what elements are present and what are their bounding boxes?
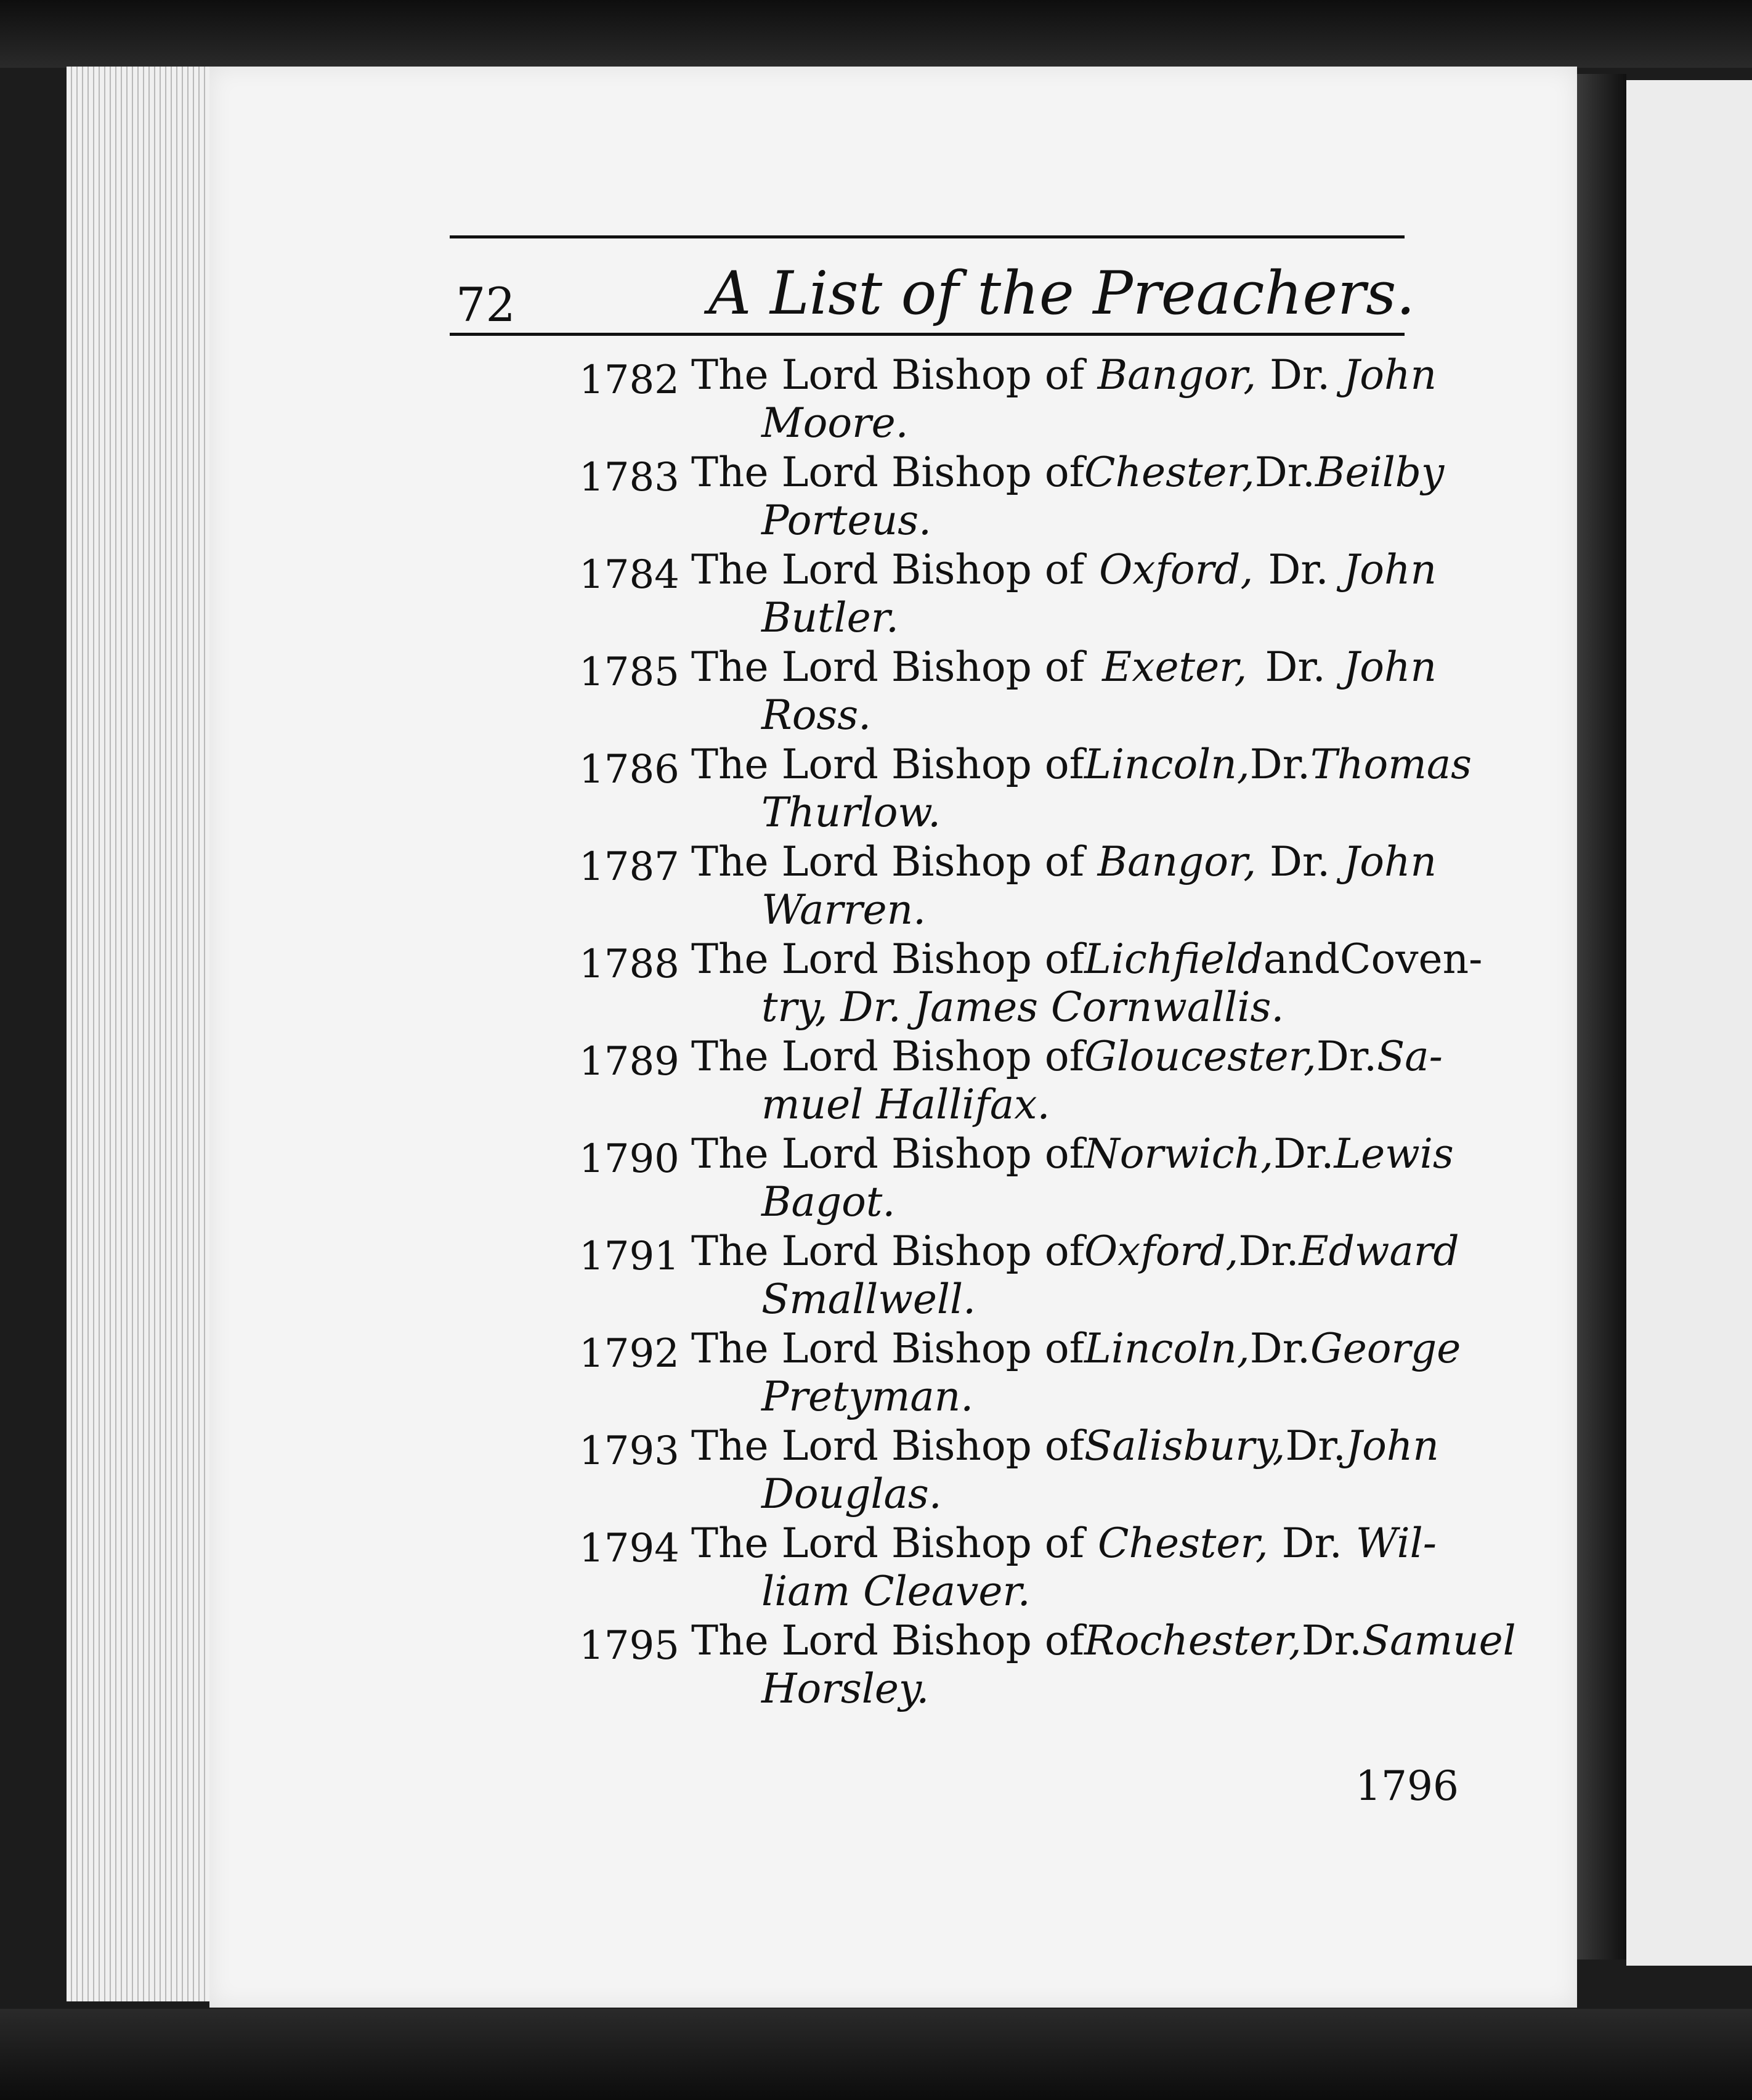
header-rule-top [450,235,1405,238]
facing-page-edge [1626,80,1752,1966]
entry-title: Dr. [1268,546,1329,593]
list-entry [579,643,1454,741]
entry-name-part1: John [1343,643,1437,691]
entry-title: Dr. [1269,351,1331,399]
entry-title: Dr. [1281,1520,1342,1567]
list-entry [579,1227,1459,1325]
entry-name-part1: Wil- [1355,1520,1437,1567]
entry-name-part2: muel Hallifax. [761,1081,1050,1128]
gutter-shadow [1577,74,1626,1960]
list-entry [579,546,1454,643]
entry-line-1 [691,935,1483,983]
entry-see: Lincoln, [1084,741,1250,788]
entry-title: Dr. [1273,1130,1334,1178]
entry-see: Norwich, [1084,1130,1274,1178]
entry-name-part2: Butler. [761,594,899,641]
catchword: 1796 [1355,1762,1459,1810]
list-entry [579,1033,1454,1130]
entry-see: Salisbury, [1084,1422,1286,1470]
entry-name-part1: John [1345,1422,1439,1470]
entry-year: 1788 [579,942,679,987]
entry-year: 1784 [579,552,679,598]
entry-prefix: The Lord Bishop of [691,643,1085,691]
list-entry [579,935,1483,1033]
entry-line-1 [691,643,1437,691]
list-entry [579,449,1454,546]
entry-prefix: The Lord Bishop of [691,838,1085,885]
entry-year: 1792 [579,1331,679,1377]
running-head: A List of the Preachers. [708,259,1415,328]
entry-name-part2: Moore. [761,399,909,447]
entry-line-1 [691,1130,1454,1178]
entry-name-part1: John [1343,351,1437,399]
entry-line-1 [691,838,1437,885]
entry-see: Chester, [1097,1520,1268,1567]
entry-see: Rochester, [1084,1617,1302,1664]
list-entry [579,1325,1461,1422]
entry-year: 1783 [579,455,679,500]
entry-name-part1: Edward [1299,1227,1459,1275]
entry-prefix: The Lord Bishop of [691,935,1085,983]
entry-year: 1789 [579,1039,679,1085]
scan-background-top [0,0,1752,68]
entry-year: 1782 [579,357,679,403]
entry-name-part2: Thurlow. [761,789,941,836]
entry-see: Bangor, [1097,838,1257,885]
entry-see: Gloucester, [1084,1033,1316,1080]
entry-year: 1787 [579,844,679,890]
list-entry [579,1617,1516,1714]
entry-name-part2: liam Cleaver. [761,1568,1031,1615]
entry-line-1 [691,1520,1437,1567]
entry-name-part1: Lewis [1334,1130,1454,1178]
entry-prefix: The Lord Bishop of [691,351,1085,399]
entry-line-1 [691,351,1437,399]
entry-year: 1795 [579,1623,679,1669]
entry-name-part1: John [1343,546,1437,593]
entry-title: Dr. [1238,1227,1299,1275]
list-entry [579,1520,1454,1617]
entry-year: 1786 [579,747,679,792]
entry-see: Exeter, [1102,643,1247,691]
entry-year: 1790 [579,1136,679,1182]
entry-year: 1794 [579,1526,679,1571]
list-entry [579,1422,1454,1520]
entry-title: Dr. [1285,1422,1346,1470]
list-entry [579,1130,1454,1227]
entry-see: Lincoln, [1084,1325,1250,1372]
entry-line-1 [691,1422,1437,1470]
entry-see: Oxford, [1099,546,1254,593]
entry-year: 1791 [579,1234,679,1279]
entry-year: 1793 [579,1428,679,1474]
entry-name-part2: Pretyman. [761,1373,974,1420]
entry-title: Dr. [1265,643,1326,691]
entry-name-part1: Thomas [1310,741,1472,788]
list-entry [579,351,1454,449]
entry-prefix: The Lord Bishop of [691,1422,1085,1470]
entry-line-1 [691,1617,1516,1664]
entry-name-part2: Ross. [761,691,872,739]
entry-line-1 [691,741,1472,788]
entry-title: Dr. [1301,1617,1362,1664]
list-entry [579,838,1454,935]
entry-name-part2: Smallwell. [761,1276,976,1323]
entry-prefix: The Lord Bishop of [691,1325,1085,1372]
entry-name-part2: Warren. [761,886,927,934]
entry-year: 1785 [579,649,679,695]
entry-name-part1: Beilby [1315,449,1445,496]
entry-see: Oxford, [1084,1227,1239,1275]
entry-prefix: The Lord Bishop of [691,1617,1085,1664]
entry-see: Chester, [1084,449,1255,496]
entry-prefix: The Lord Bishop of [691,1033,1085,1080]
entry-title: and [1263,935,1340,983]
entry-title: Dr. [1249,741,1310,788]
entry-name-part2: Horsley. [761,1665,930,1712]
entry-prefix: The Lord Bishop of [691,741,1085,788]
entry-name-part2: Bagot. [761,1178,896,1226]
entry-prefix: The Lord Bishop of [691,546,1085,593]
scan-background-bottom [0,2009,1752,2100]
entry-prefix: The Lord Bishop of [691,1227,1085,1275]
entry-line-1 [691,1227,1459,1275]
header-rule-bottom [450,333,1405,336]
entry-line-1 [691,1325,1461,1372]
entry-name-part2: try, Dr. James Cornwallis. [761,983,1284,1031]
entry-name-part1: Coven- [1340,935,1483,983]
entry-prefix: The Lord Bishop of [691,1520,1085,1567]
page-number: 72 [456,277,516,332]
entry-see: Lichfield [1084,935,1263,983]
entry-name-part1: Sa- [1377,1033,1443,1080]
entry-line-1 [691,1033,1443,1080]
entry-name-part1: George [1310,1325,1461,1372]
entry-name-part1: Samuel [1361,1617,1516,1664]
entry-prefix: The Lord Bishop of [691,1130,1085,1178]
entry-title: Dr. [1254,449,1316,496]
entry-title: Dr. [1249,1325,1310,1372]
list-entry [579,741,1472,838]
entry-name-part1: John [1343,838,1437,885]
entry-line-1 [691,546,1437,593]
entry-prefix: The Lord Bishop of [691,449,1085,496]
entry-see: Bangor, [1097,351,1257,399]
entry-name-part2: Douglas. [761,1470,942,1518]
entry-title: Dr. [1316,1033,1377,1080]
entry-line-1 [691,449,1445,496]
entry-title: Dr. [1269,838,1331,885]
page-stack-edges [67,67,221,2001]
entry-name-part2: Porteus. [761,497,931,544]
preacher-list [579,351,1516,1714]
